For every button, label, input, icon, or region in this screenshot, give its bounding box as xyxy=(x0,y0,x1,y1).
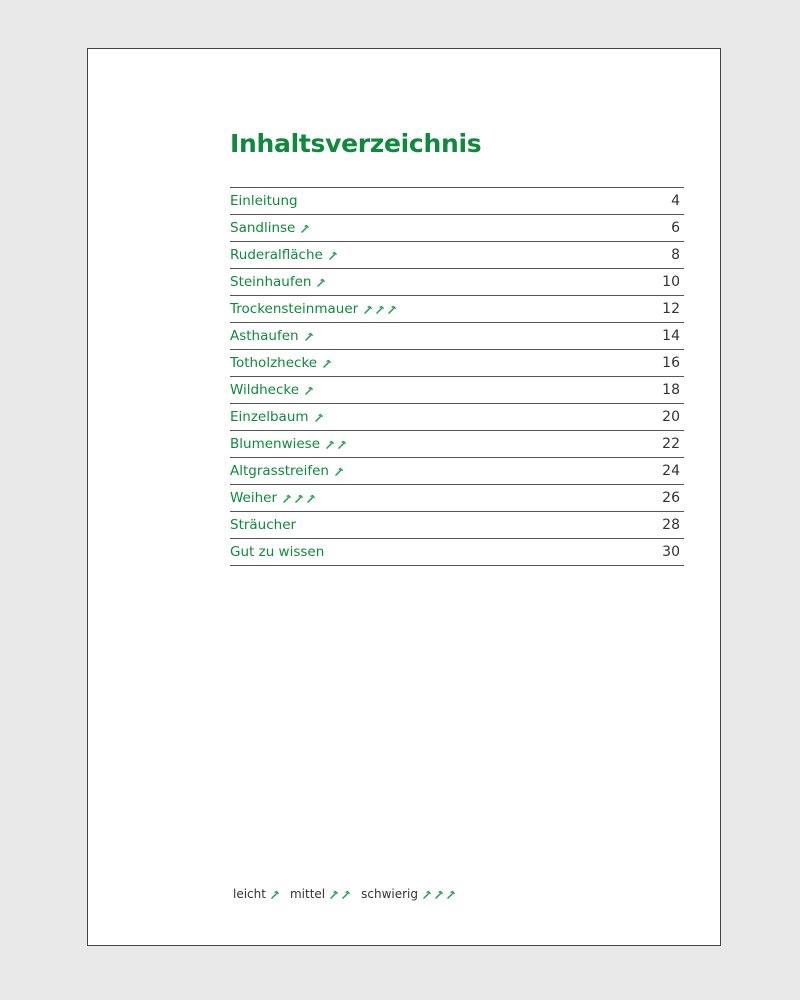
toc-entry-label xyxy=(230,274,326,290)
toc-page-number: 12 xyxy=(662,301,680,317)
toc-entry-label xyxy=(230,193,298,209)
toc-entry-label xyxy=(230,220,310,236)
difficulty-hammers xyxy=(315,413,324,422)
toc-entry-title: Gut zu wissen xyxy=(230,544,325,560)
toc-entry-title: Ruderalfläche xyxy=(230,247,323,263)
difficulty-hammers xyxy=(305,386,314,395)
difficulty-hammers xyxy=(271,890,280,899)
difficulty-legend xyxy=(233,887,460,901)
toc-entry-title: Steinhaufen xyxy=(230,274,312,290)
hammer-icon xyxy=(323,359,332,368)
toc-page-number: 14 xyxy=(662,328,680,344)
toc-entry-title: Einzelbaum xyxy=(230,409,309,425)
toc-page-number: 8 xyxy=(671,247,680,263)
hammer-icon xyxy=(301,224,310,233)
toc-entry-title: Einleitung xyxy=(230,193,298,209)
toc-page-number: 28 xyxy=(662,517,680,533)
toc-entry-label xyxy=(230,490,316,506)
page-title: Inhaltsverzeichnis xyxy=(230,129,482,158)
legend-item xyxy=(290,887,351,901)
toc-entry-title: Totholzhecke xyxy=(230,355,318,371)
toc-row[interactable] xyxy=(230,296,684,323)
toc-row[interactable] xyxy=(230,539,684,566)
toc-entry-title: Weiher xyxy=(230,490,278,506)
toc-row[interactable] xyxy=(230,377,684,404)
toc-entry-label xyxy=(230,382,314,398)
toc-row[interactable] xyxy=(230,215,684,242)
difficulty-hammers xyxy=(323,359,332,368)
toc-entry-label xyxy=(230,301,397,317)
document-page xyxy=(87,48,721,946)
toc-row[interactable] xyxy=(230,485,684,512)
toc-page-number: 16 xyxy=(662,355,680,371)
difficulty-hammers xyxy=(305,332,314,341)
hammer-icon xyxy=(388,305,397,314)
hammer-icon xyxy=(326,440,335,449)
hammer-icon xyxy=(376,305,385,314)
hammer-icon xyxy=(423,890,432,899)
hammer-icon xyxy=(305,386,314,395)
difficulty-hammers xyxy=(283,494,316,503)
toc-row[interactable] xyxy=(230,269,684,296)
toc-entry-label xyxy=(230,409,324,425)
difficulty-hammers xyxy=(335,467,344,476)
table-of-contents xyxy=(230,187,684,566)
toc-entry-label xyxy=(230,544,324,560)
toc-page-number: 20 xyxy=(662,409,680,425)
toc-page-number: 26 xyxy=(662,490,680,506)
toc-row[interactable] xyxy=(230,323,684,350)
toc-page-number: 24 xyxy=(662,463,680,479)
toc-entry-title: Sträucher xyxy=(230,517,297,533)
toc-entry-title: Asthaufen xyxy=(230,328,299,344)
toc-row[interactable] xyxy=(230,242,684,269)
hammer-icon xyxy=(307,494,316,503)
legend-item xyxy=(361,887,456,901)
legend-item xyxy=(233,887,280,901)
hammer-icon xyxy=(364,305,373,314)
toc-page-number: 4 xyxy=(671,193,680,209)
hammer-icon xyxy=(283,494,292,503)
toc-row[interactable] xyxy=(230,458,684,485)
toc-page-number: 30 xyxy=(662,544,680,560)
difficulty-hammers xyxy=(364,305,397,314)
toc-page-number: 18 xyxy=(662,382,680,398)
legend-label: leicht xyxy=(233,887,266,901)
toc-entry-label xyxy=(230,247,338,263)
hammer-icon xyxy=(330,890,339,899)
hammer-icon xyxy=(435,890,444,899)
hammer-icon xyxy=(295,494,304,503)
legend-label: mittel xyxy=(289,887,326,901)
legend-label: schwierig xyxy=(361,887,418,901)
toc-entry-title: Sandlinse xyxy=(230,220,296,236)
difficulty-hammers xyxy=(329,251,338,260)
toc-row[interactable] xyxy=(230,512,684,539)
toc-entry-title: Trockensteinmauer xyxy=(230,301,359,317)
toc-entry-label xyxy=(230,328,314,344)
difficulty-hammers xyxy=(326,440,347,449)
hammer-icon xyxy=(315,413,324,422)
toc-entry-title: Wildhecke xyxy=(230,382,300,398)
toc-entry-label xyxy=(230,517,296,533)
toc-page-number: 6 xyxy=(671,220,680,236)
toc-page-number: 22 xyxy=(662,436,680,452)
hammer-icon xyxy=(342,890,351,899)
toc-entry-title: Altgrasstreifen xyxy=(230,463,329,479)
toc-entry-title: Blumenwiese xyxy=(230,436,321,452)
hammer-icon xyxy=(305,332,314,341)
difficulty-hammers xyxy=(423,890,456,899)
toc-entry-label xyxy=(230,463,344,479)
difficulty-hammers xyxy=(317,278,326,287)
toc-row[interactable] xyxy=(230,350,684,377)
toc-row[interactable] xyxy=(230,404,684,431)
hammer-icon xyxy=(329,251,338,260)
hammer-icon xyxy=(338,440,347,449)
toc-row[interactable] xyxy=(230,188,684,215)
difficulty-hammers xyxy=(301,224,310,233)
toc-page-number: 10 xyxy=(662,274,680,290)
hammer-icon xyxy=(335,467,344,476)
toc-entry-label xyxy=(230,436,347,452)
hammer-icon xyxy=(447,890,456,899)
difficulty-hammers xyxy=(330,890,351,899)
toc-entry-label xyxy=(230,355,332,371)
toc-row[interactable] xyxy=(230,431,684,458)
hammer-icon xyxy=(317,278,326,287)
hammer-icon xyxy=(271,890,280,899)
